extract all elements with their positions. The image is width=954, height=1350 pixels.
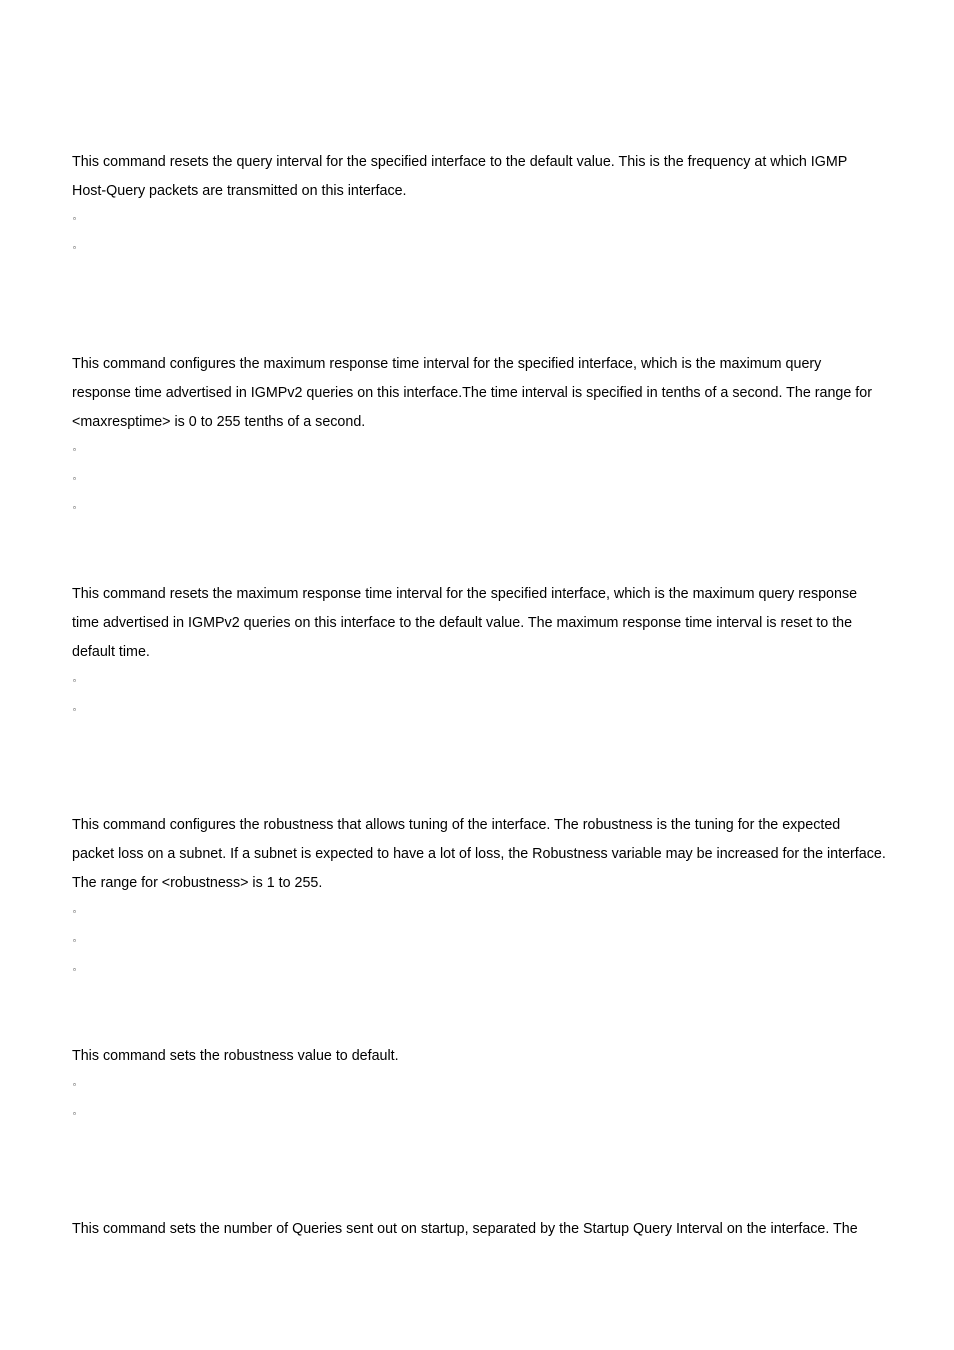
paragraph-line: time advertised in IGMPv2 queries on this interface to the default value. The maximum response time interval is reset to the bbox=[72, 615, 853, 631]
bullet-icon: ▫ bbox=[73, 965, 76, 974]
paragraph-line: Host-Query packets are transmitted on this interface. bbox=[72, 183, 407, 199]
paragraph-line: <maxresptime> is 0 to 255 tenths of a second. bbox=[72, 414, 366, 430]
bullet-icon: ▫ bbox=[73, 907, 76, 916]
paragraph-line: packet loss on a subnet. If a subnet is expected to have a lot of loss, the Robustness variable may be increased for the interface. bbox=[72, 846, 886, 862]
paragraph-line: response time advertised in IGMPv2 queries on this interface.The time interval is specified in tenths of a second. The range for bbox=[72, 385, 872, 401]
paragraph-line: This command configures the maximum response time interval for the specified interface, which is the maximum query bbox=[72, 356, 822, 372]
paragraph-robustness-reset bbox=[72, 1042, 892, 1071]
paragraph-startup-query-count bbox=[72, 1215, 892, 1244]
bullet-icon: ▫ bbox=[73, 936, 76, 945]
paragraph-line: default time. bbox=[72, 644, 150, 660]
paragraph-line: The range for <robustness> is 1 to 255. bbox=[72, 875, 323, 891]
bullet-icon: ▫ bbox=[73, 1080, 76, 1089]
bullet-icon: ▫ bbox=[73, 445, 76, 454]
paragraph-robustness-config bbox=[72, 811, 892, 898]
paragraph-line: This command sets the robustness value to default. bbox=[72, 1048, 399, 1064]
bullet-icon: ▫ bbox=[73, 214, 76, 223]
paragraph-line: This command resets the maximum response time interval for the specified interface, which is the maximum query response bbox=[72, 586, 858, 602]
paragraph-max-response-time-reset bbox=[72, 580, 892, 667]
paragraph-line: This command configures the robustness that allows tuning of the interface. The robustness is the tuning for the expected bbox=[72, 817, 841, 833]
paragraph-line: This command sets the number of Queries sent out on startup, separated by the Startup Query Interval on the interface. The bbox=[72, 1221, 858, 1237]
bullet-icon: ▫ bbox=[73, 705, 76, 714]
paragraph-line: This command resets the query interval for the specified interface to the default value. This is the frequency at which IGMP bbox=[72, 154, 848, 170]
bullet-icon: ▫ bbox=[73, 243, 76, 252]
bullet-icon: ▫ bbox=[73, 474, 76, 483]
bullet-icon: ▫ bbox=[73, 1109, 76, 1118]
bullet-icon: ▫ bbox=[73, 503, 76, 512]
paragraph-query-interval-reset bbox=[72, 148, 892, 206]
paragraph-max-response-time-config bbox=[72, 350, 892, 437]
bullet-icon: ▫ bbox=[73, 676, 76, 685]
